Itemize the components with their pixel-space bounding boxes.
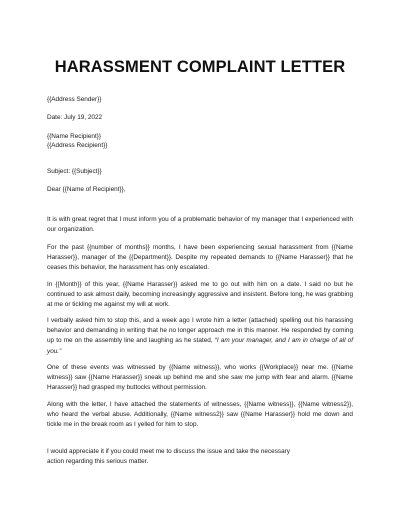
subject-line: Subject: {{Subject}}: [47, 168, 102, 175]
closing-line-2: action regarding this serious matter.: [47, 458, 149, 465]
recipient-address: {{Address Recipient}}: [47, 142, 108, 149]
paragraph-verbal-request: [47, 316, 353, 357]
paragraph-harassment: For the past {{number of months}} months, I have been experiencing sexual harassment from {{Name Harasser}}, manager of the {{Department}}. Despite my repeated demands to {{Name Harasser}} that he ceases this behavior, the harassment has only escalated.: [47, 244, 353, 272]
manager-quote: “I am your manager, and I am in charge of all of you.”: [47, 337, 353, 355]
page-title: HARASSMENT COMPLAINT LETTER: [54, 58, 346, 76]
paragraph-statements: Along with the letter, I have attached the statements of witnesses, {{Name witness}}, {{Name witness2}}, who heard the verbal abuse. Additionally, {{Name witness2}} saw {{Name Harasser}} hold me down and tickle me in the break room as I yelled for him to stop.: [47, 401, 353, 429]
paragraph-closing: [47, 447, 353, 467]
closing-line-1: I would appreciate it if you could meet me to discuss the issue and take the necessary: [47, 448, 290, 455]
paragraph-witness: One of these events was witnessed by {{Name witness}}, who works {{Workplace}} near me. {{Name witness}} saw {{Name Harasser}} sneak up behind me and she saw me jump with fear and alarm. {{Name Harasser}} had grasped my buttocks without permission.: [47, 364, 353, 392]
sender-address: {{Address Sender}}: [47, 96, 102, 103]
recipient-name: {{Name Recipient}}: [47, 133, 102, 140]
paragraph-intro: It is with great regret that I must inform you of a problematic behavior of my manager that I experienced with our organization.: [47, 216, 353, 234]
salutation: Dear {{Name of Recipient}},: [47, 186, 126, 193]
paragraph-escalation: In {{Month}} of this year, {{Name Harasser}} asked me to go out with him on a date. I said no but he continued to ask almost daily, becoming increasingly aggressive and insistent. Before long, he was grabbing at me or tickling me against my will at work.: [47, 281, 353, 309]
quote-lead: I verbally asked him to stop this, and a week ago I wrote him a letter (attached) spelling out his harassing behavior and demanding in writing that he no longer approach me in this manner. He responded by coming up to me on the assembly line and laughing as he stated,: [47, 317, 353, 345]
letter-date: Date: July 19, 2022: [47, 114, 103, 121]
